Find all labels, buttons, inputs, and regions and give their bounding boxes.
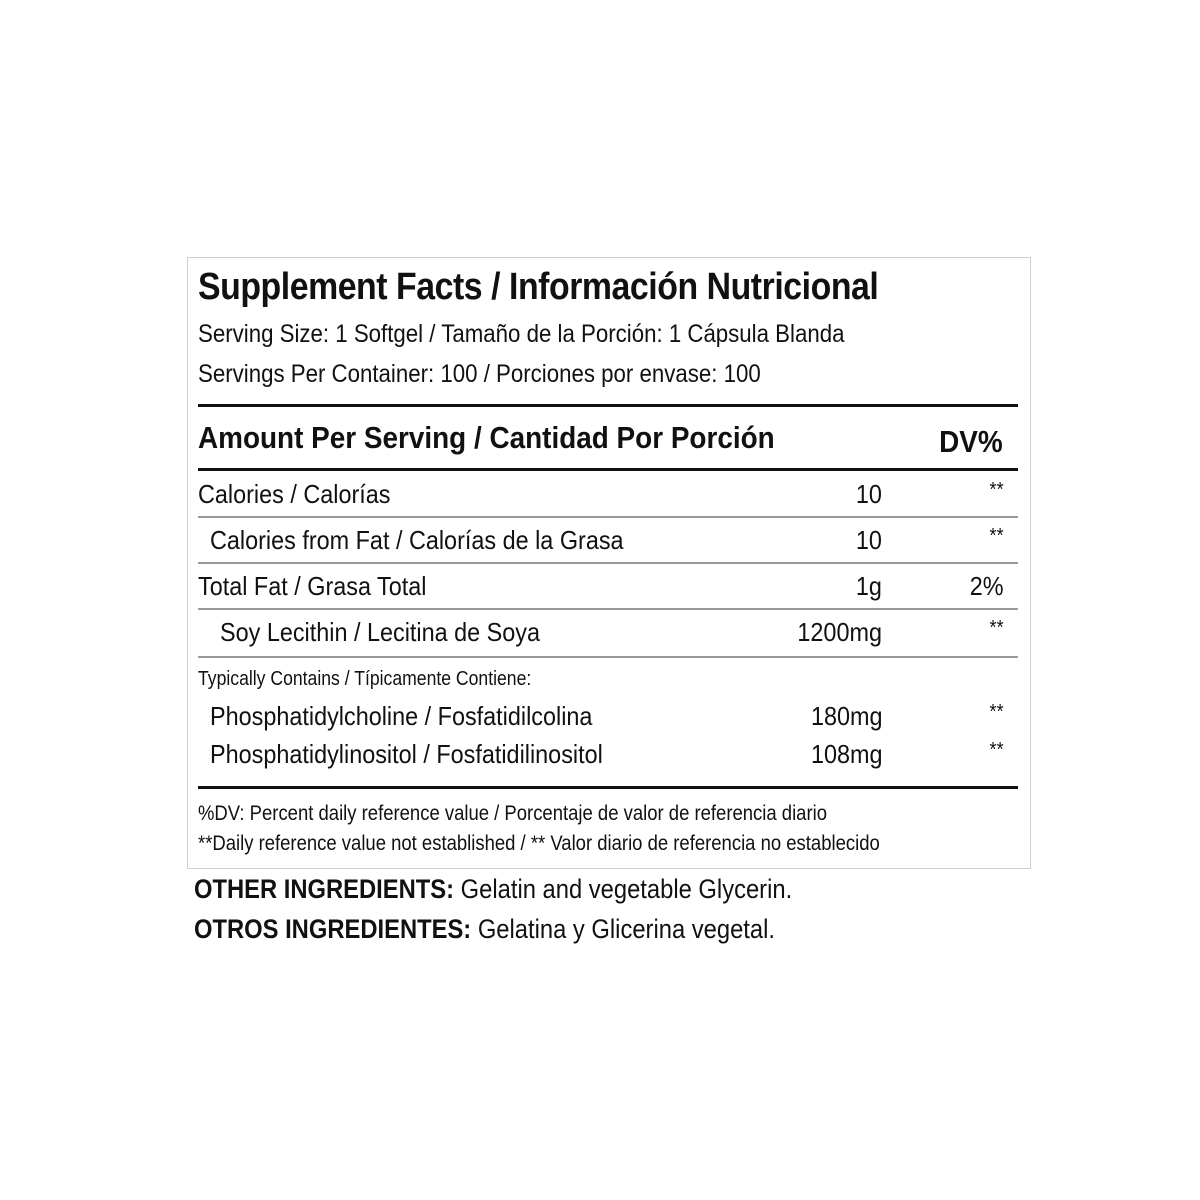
amount-per-serving-header: Amount Per Serving / Cantidad Por Porción <box>198 420 775 455</box>
other-ingredients-es-text: Gelatina y Glicerina vegetal. <box>471 914 775 944</box>
facts-sub-row <box>198 739 1018 769</box>
facts-row <box>198 525 1018 555</box>
facts-row <box>198 571 1018 601</box>
row-dv: ** <box>989 739 1004 761</box>
facts-row <box>198 617 1018 647</box>
row-dv: ** <box>989 525 1004 547</box>
other-ingredients-es <box>194 914 775 945</box>
row-dv: ** <box>989 701 1004 723</box>
other-ingredients-en-text: Gelatin and vegetable Glycerin. <box>454 874 793 904</box>
row-label: Soy Lecithin / Lecitina de Soya <box>220 617 541 647</box>
row-amount: 10 <box>855 525 882 555</box>
row-divider <box>198 608 1018 610</box>
typically-contains-label: Typically Contains / Típicamente Contiene: <box>198 668 532 690</box>
facts-row <box>198 479 1018 509</box>
footnote-stars: **Daily reference value not established / ** Valor diario de referencia no establecido <box>198 832 880 855</box>
amount-rule <box>198 468 1018 471</box>
row-dv: ** <box>989 617 1004 639</box>
row-label: Phosphatidylinositol / Fosfatidilinositol <box>210 739 603 769</box>
row-dv: 2% <box>970 571 1004 601</box>
row-label: Calories / Calorías <box>198 479 391 509</box>
other-ingredients-es-label: OTROS INGREDIENTES: <box>194 914 472 944</box>
row-label: Calories from Fat / Calorías de la Grasa <box>210 525 624 555</box>
row-amount: 10 <box>855 479 882 509</box>
serving-size: Serving Size: 1 Softgel / Tamaño de la Porción: 1 Cápsula Blanda <box>198 320 845 348</box>
row-amount: 108mg <box>810 739 882 769</box>
row-divider <box>198 516 1018 518</box>
row-divider <box>198 656 1018 658</box>
other-ingredients-en <box>194 874 792 905</box>
servings-per-container: Servings Per Container: 100 / Porciones por envase: 100 <box>198 360 761 388</box>
row-label: Phosphatidylcholine / Fosfatidilcolina <box>210 701 593 731</box>
footer-rule <box>198 786 1018 789</box>
row-amount: 180mg <box>810 701 882 731</box>
row-amount: 1200mg <box>797 617 882 647</box>
row-amount: 1g <box>855 571 882 601</box>
facts-title: Supplement Facts / Información Nutricional <box>198 266 879 308</box>
footnote-dv: %DV: Percent daily reference value / Porcentaje de valor de referencia diario <box>198 802 828 825</box>
facts-sub-row <box>198 701 1018 731</box>
dv-header: DV% <box>939 424 1003 459</box>
row-label: Total Fat / Grasa Total <box>198 571 427 601</box>
supplement-facts-panel <box>187 257 1031 869</box>
row-divider <box>198 562 1018 564</box>
other-ingredients-en-label: OTHER INGREDIENTS: <box>194 874 455 904</box>
header-rule <box>198 404 1018 407</box>
row-dv: ** <box>989 479 1004 501</box>
